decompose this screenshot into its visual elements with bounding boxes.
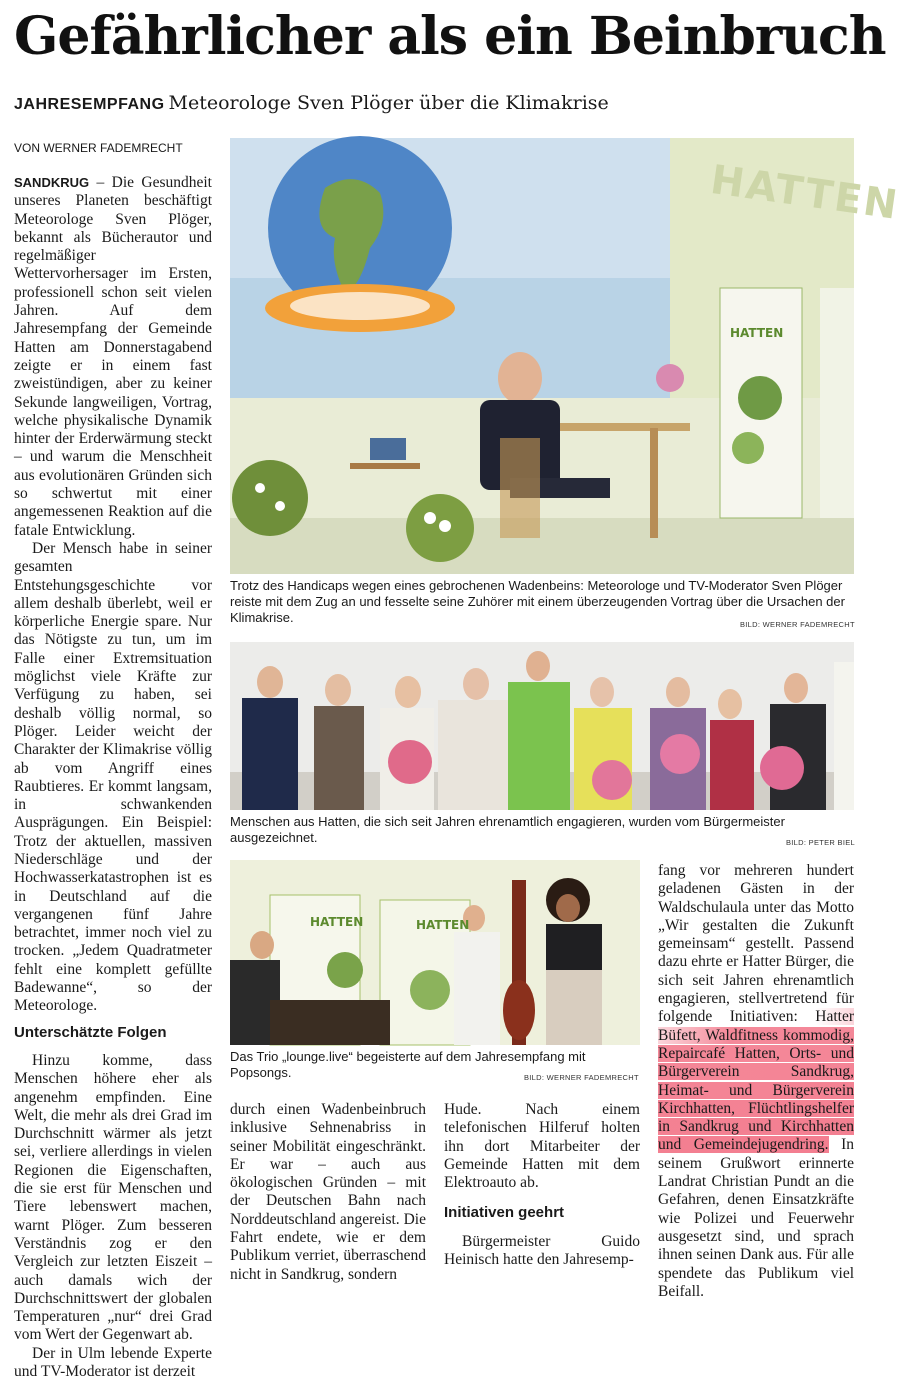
photo-credit-3: BILD: WERNER FADEMRECHT — [524, 1073, 639, 1082]
photo-honorees — [230, 642, 854, 810]
band-illustration — [230, 860, 640, 1045]
article-column-1 — [14, 174, 212, 1381]
subhead-unterschaetzte-folgen: Unterschätzte Folgen — [14, 1023, 167, 1041]
photo-caption-1: Trotz des Handicaps wegen eines gebrochenen Wadenbeins: Meteorologe und TV-Moderator Sven Plöger reiste mit dem Zug an und fesselte seine Zuhörer mit einem überzeugenden Vortrag über die Ursachen der Klimakrise. — [230, 578, 845, 625]
dateline-location: SANDKRUG — [14, 175, 90, 190]
column-4-text — [658, 862, 854, 1301]
group-illustration — [230, 642, 854, 810]
column-4-text-3: In seinem Grußwort erinnerte Landrat Christian Pundt an die Gefahren, denen Einsatzkräfte wie Polizei und Feuerwehr ausgesetzt sind, und sprach ihnen seinen Dank aus. Für alle spendete das Publikum viel Beifall. — [658, 1136, 854, 1300]
paragraph-4: Der in Ulm lebende Experte und TV-Moderator ist derzeit — [14, 1344, 212, 1380]
column-3-text: Hude. Nach einem telefonischen Hilferuf holten ihn dort Mitarbeiter der Gemeinde Hatten mit dem Elektroauto ab. — [444, 1101, 640, 1192]
rollup-banner-hatten-1: HATTEN — [310, 915, 364, 929]
kicker-text: Meteorologe Sven Plöger über die Klimakrise — [168, 92, 609, 114]
photo-credit-2: BILD: PETER BIEL — [786, 838, 855, 847]
article-column-3 — [444, 1101, 640, 1269]
initiatives-list-highlighted: Hatter Büfett, Waldfitness kommodig, Repaircafé Hatten, Orts- und Bürgerverein Sandkrug, Heimat- und Bürgerverein Kirchhatten, Flüchtlingshelfer in Sandkrug und Kirchhatten und Gemeindejugendring. — [658, 1008, 854, 1154]
article-column-2 — [230, 1101, 426, 1284]
article-column-4 — [658, 862, 854, 1301]
hatten-wall-lettering: HATTEN — [707, 157, 902, 229]
paragraph-3: Hinzu komme, dass Menschen höhere eher als angenehm empfinden. Eine Welt, die mehr als drei Grad im Durchschnitt wärmer als jetzt sei, verliere allerdings in vielen Regionen die Eigenschaften, die sie erst für Menschen und Tiere lebenswert machen, warnt Plöger. Zum besseren Verständnis zog er den Vergleich zur letzten Eiszeit – auch damals wich der Durchschnittswert der globalen Temperaturen „nur“ drei Grad vom Wert der Gegenwart ab. — [14, 1051, 212, 1344]
rollup-banner-hatten-2: HATTEN — [416, 918, 470, 932]
kicker — [14, 92, 609, 114]
kicker-label: JAHRESEMPFANG — [14, 96, 165, 113]
photo-credit-1: BILD: WERNER FADEMRECHT — [740, 620, 855, 629]
headline: Gefährlicher als ein Beinbruch — [14, 6, 886, 67]
photo-caption-2: Menschen aus Hatten, die sich seit Jahren ehrenamtlich engagieren, wurden vom Bürgermeister ausgezeichnet. — [230, 814, 785, 845]
subhead-initiativen-geehrt: Initiativen geehrt — [444, 1204, 565, 1222]
paragraph-2: Der Mensch habe in seiner gesamten Entstehungsgeschichte vor allem deshalb überlebt, weil er körperliche Energie spare. Nur das Nötigste zu tun, um im Falle einer Extremsituation möglichst viele Kräfte zur Verfügung zu haben, sei deshalb völlig normal, so Plöger. Leider weicht der Charakter der Klimakrise völlig ab vom Angriff eines Raubtieres. Er kommt langsam, in schwankenden Ausprägungen. Ein Beispiel: Trotz der aktuellen, massiven Niederschläge und der Hochwasserkatastrophen ist es in Deutschland auf die vergangenen fünf Jahre betrachtet, immer noch viel zu trocken. „Jedem Quadratmeter fehlt eine komplett gefüllte Badewanne“, so der Meteorologe. — [14, 539, 212, 1015]
paragraph-1: – Die Gesundheit unseres Planeten beschäftigt Meteorologe Sven Plöger, bekannt als Bücherautor und regelmäßiger Wettervorhersager im Ersten, professionell schon seit vielen Jahren. Auf dem Jahresempfang der Gemeinde Hatten am Donnerstagabend zeigte er in einem fast zweistündigen, aber zu keiner Sekunde langweiligen, Vortrag, welche physikalische Dynamik hinter der Erderwärmung steckt – und warum die Menschheit aus evolutionären Gründen sich so schwertut mit einer angemessenen Reaktion auf die fatale Entwicklung. — [14, 174, 212, 539]
byline: VON WERNER FADEMRECHT — [14, 141, 183, 155]
rollup-banner-hatten: HATTEN — [730, 326, 784, 340]
photo-caption-3: Das Trio „lounge.live“ begeisterte auf dem Jahresempfang mit Popsongs. — [230, 1049, 586, 1080]
photo-band-lounge-live — [230, 860, 640, 1045]
column-3-paragraph-2: Bürgermeister Guido Heinisch hatte den Jahresemp- — [444, 1232, 640, 1269]
column-2-text: durch einen Wadenbeinbruch inklusive Sehnenabriss in seiner Mobilität eingeschränkt. Er war – auch aus ökologischen Gründen – mit der Deutschen Bahn nach Norddeutschland angereist. Die Fahrt endete, wie er dem Publikum verriet, überraschend nicht in Sandkrug, sondern — [230, 1101, 426, 1283]
photo-stage-ploeger — [230, 138, 902, 574]
column-4-text-1: fang vor mehreren hundert geladenen Gästen in der Waldschulaula unter das Motto „Wir gestalten die Zukunft gemeinsam“ gestellt. Passend dazu ehrte er Hatter Bürger, die sich seit Jahren ehrenamtlich engagieren, stellvertretend für folgende Initiativen: — [658, 862, 854, 1026]
